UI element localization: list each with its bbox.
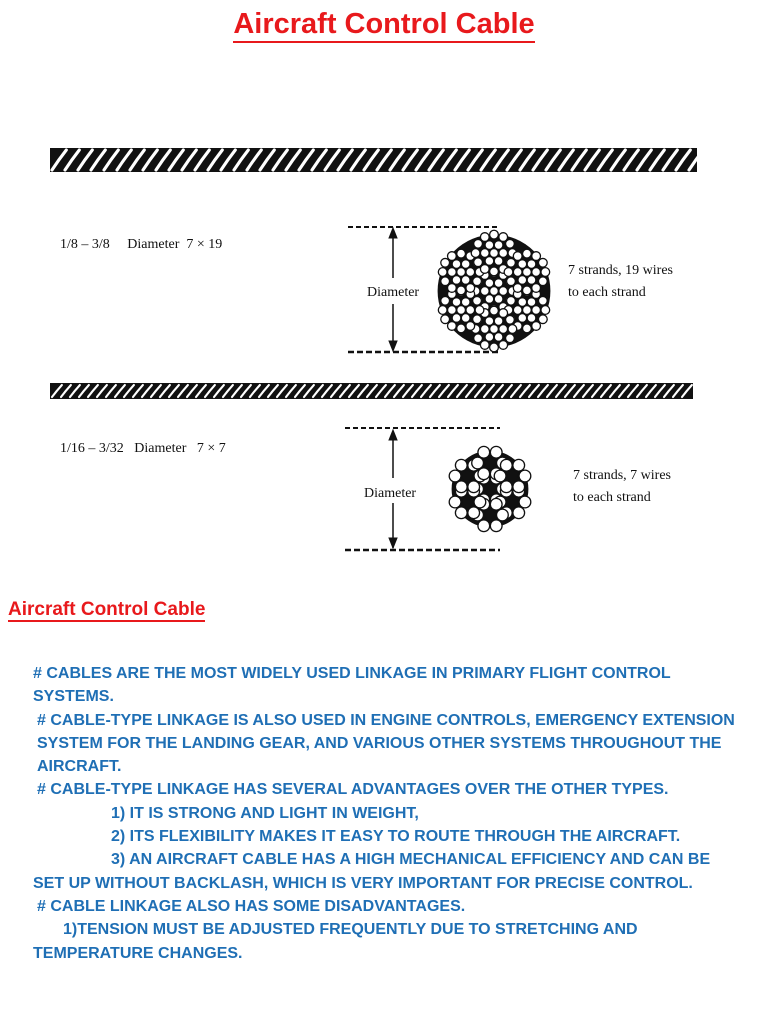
cable1-note-line2: to each strand <box>568 285 646 300</box>
cable-7x7-cross-section <box>449 446 531 531</box>
advantage-item-2: 2) ITS FLEXIBILITY MAKES IT EASY TO ROUTE THROUGH THE AIRCRAFT. <box>111 828 681 846</box>
cable1-spec: 1/8 – 3/8 Diameter 7 × 19 <box>60 237 223 252</box>
paragraph-advantages-heading: # CABLE-TYPE LINKAGE HAS SEVERAL ADVANTAGES OVER THE OTHER TYPES. <box>37 781 669 799</box>
paragraph-disadvantages-heading: # CABLE LINKAGE ALSO HAS SOME DISADVANTAGES. <box>37 897 466 915</box>
paragraph-other-uses: # CABLE-TYPE LINKAGE IS ALSO USED IN ENGINE CONTROLS, EMERGENCY EXTENSION SYSTEM FOR THE LANDING GEAR, AND VARIOUS OTHER SYSTEMS THROUGHOUT THE AIRCRAFT. <box>37 711 735 776</box>
cable-7x19-side-view <box>50 148 703 172</box>
cable2-note-line1: 7 strands, 7 wires <box>573 468 671 483</box>
page-title: Aircraft Control Cable <box>0 8 768 41</box>
advantage-item-3: 3) AN AIRCRAFT CABLE HAS A HIGH MECHANICAL EFFICIENCY AND CAN BE <box>111 851 711 869</box>
cable-7x7-side-view <box>50 383 693 399</box>
advantage-item-1: 1) IT IS STRONG AND LIGHT IN WEIGHT, <box>111 804 419 822</box>
disadvantage-item-1-continued: TEMPERATURE CHANGES. <box>33 944 243 962</box>
cable-description <box>33 662 745 965</box>
section-title: Aircraft Control Cable <box>8 599 206 620</box>
cable2-spec: 1/16 – 3/32 Diameter 7 × 7 <box>60 441 226 456</box>
advantage-item-3-continued: SET UP WITHOUT BACKLASH, WHICH IS VERY IMPORTANT FOR PRECISE CONTROL. <box>33 874 693 892</box>
cable1-diameter-label: Diameter <box>367 285 420 300</box>
cable1-note-line1: 7 strands, 19 wires <box>568 263 673 278</box>
cable2-diameter-label: Diameter <box>364 486 417 501</box>
cable2-note-line2: to each strand <box>573 490 651 505</box>
cable-7x19-cross-section <box>438 230 551 352</box>
paragraph-primary-use: # CABLES ARE THE MOST WIDELY USED LINKAGE IN PRIMARY FLIGHT CONTROL SYSTEMS. <box>33 665 671 706</box>
disadvantage-item-1: 1)TENSION MUST BE ADJUSTED FREQUENTLY DUE TO STRETCHING AND <box>63 921 638 939</box>
